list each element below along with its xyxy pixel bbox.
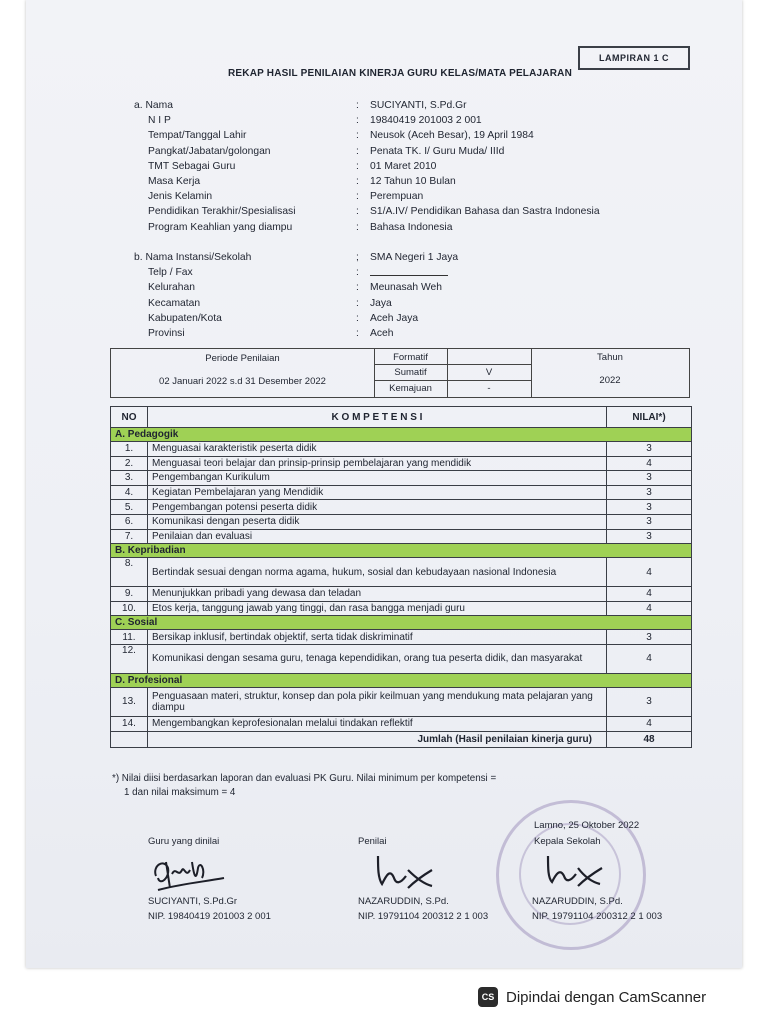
row-nilai: 3 — [607, 630, 692, 645]
row-text: Bertindak sesuai dengan norma agama, hukum, sosial dan kebudayaan nasional Indonesia — [148, 558, 607, 587]
info-label: TMT Sebagai Guru — [148, 160, 236, 172]
guru-signature — [150, 848, 230, 894]
row-text: Komunikasi dengan sesama guru, tenaga kependidikan, orang tua peserta didik, dan masyarakat — [148, 644, 607, 673]
row-nilai: 3 — [607, 500, 692, 515]
section-title: D. Profesional — [111, 673, 692, 687]
info-row: Pendidikan Terakhir/Spesialisasi : S1/A.IV/ Pendidikan Bahasa dan Sastra Indonesia — [134, 204, 694, 219]
info-label: Tempat/Tanggal Lahir — [148, 130, 247, 142]
section-title: A. Pedagogik — [111, 428, 692, 442]
row-nilai: 3 — [607, 442, 692, 457]
info-value: Aceh — [370, 327, 394, 339]
table-row — [111, 687, 692, 716]
row-nilai: 3 — [607, 514, 692, 529]
info-label: Provinsi — [148, 327, 185, 339]
guru-role: Guru yang dinilai — [148, 836, 220, 847]
periode-box — [110, 348, 690, 398]
table-row — [111, 529, 692, 544]
info-value: Meunasah Weh — [370, 282, 442, 294]
section-row — [111, 673, 692, 687]
table-row — [111, 485, 692, 500]
table-row — [111, 514, 692, 529]
section-a-identity — [134, 98, 694, 235]
kepala-nip: NIP. 19791104 200312 2 1 003 — [532, 911, 663, 922]
info-row: Masa Kerja : 12 Tahun 10 Bulan — [134, 174, 694, 189]
penilai-signature — [372, 848, 442, 890]
jumlah-row — [111, 731, 692, 747]
info-value: 01 Maret 2010 — [370, 160, 437, 172]
info-label: Pendidikan Terakhir/Spesialisasi — [148, 206, 296, 218]
row-nilai: 4 — [607, 716, 692, 731]
info-label: Kelurahan — [148, 282, 195, 294]
row-no: 6. — [111, 514, 148, 529]
info-value: Jaya — [370, 297, 392, 309]
info-value: 19840419 201003 2 001 — [370, 115, 482, 127]
info-value: SUCIYANTI, S.Pd.Gr — [370, 100, 467, 111]
place-date: Lamno, 25 Oktober 2022 — [534, 820, 640, 831]
info-value: Perempuan — [370, 191, 424, 203]
kepala-role: Kepala Sekolah — [534, 836, 601, 847]
table-row — [111, 471, 692, 486]
row-text: Mengembangkan keprofesionalan melalui tindakan reflektif — [148, 716, 607, 731]
info-label: Pangkat/Jabatan/golongan — [148, 145, 271, 157]
row-no: 14. — [111, 716, 148, 731]
section-row — [111, 544, 692, 558]
info-label: Kabupaten/Kota — [148, 312, 222, 324]
row-nilai: 3 — [607, 529, 692, 544]
lampiran-label: LAMPIRAN 1 C — [578, 46, 690, 70]
info-value: 12 Tahun 10 Bulan — [370, 175, 456, 187]
info-row: b. Nama Instansi/Sekolah ; SMA Negeri 1 Jaya — [134, 250, 694, 265]
info-value: Neusok (Aceh Besar), 19 April 1984 — [370, 130, 534, 142]
row-text: Penguasaan materi, struktur, konsep dan pola pikir keilmuan yang mendukung mata pelajaran yang diampu — [148, 687, 607, 716]
table-row — [111, 630, 692, 645]
guru-nip: NIP. 19840419 201003 2 001 — [148, 911, 271, 922]
row-no: 11. — [111, 630, 148, 645]
table-row — [111, 456, 692, 471]
footnote-line2: 1 dan nilai maksimum = 4 — [124, 787, 236, 798]
info-value: S1/A.IV/ Pendidikan Bahasa dan Sastra Indonesia — [370, 206, 600, 218]
row-nilai: 4 — [607, 558, 692, 587]
row-nilai: 3 — [607, 485, 692, 500]
header-nilai: NILAI*) — [607, 407, 692, 428]
row-text: Komunikasi dengan peserta didik — [148, 514, 607, 529]
info-label: N I P — [148, 115, 171, 127]
info-row: Kelurahan : Meunasah Weh — [134, 280, 694, 295]
info-label: Kecamatan — [148, 297, 201, 309]
penilai-nip: NIP. 19791104 200312 2 1 003 — [358, 911, 489, 922]
row-no: 10. — [111, 601, 148, 616]
camscanner-text: Dipindai dengan CamScanner — [506, 988, 707, 1006]
info-label: Jenis Kelamin — [148, 191, 213, 203]
row-text: Pengembangan Kurikulum — [148, 471, 607, 486]
penilai-role: Penilai — [358, 836, 387, 847]
section-prefix: a. — [134, 100, 143, 111]
tahun-value: 2022 — [599, 374, 621, 386]
info-value: SMA Negeri 1 Jaya — [370, 252, 459, 263]
table-header — [111, 407, 692, 428]
info-value: Penata TK. I/ Guru Muda/ IIId — [370, 145, 505, 157]
jumlah-value: 48 — [607, 731, 692, 747]
kemajuan-mark: - — [487, 383, 491, 394]
table-row — [111, 644, 692, 673]
info-row: Provinsi : Aceh — [134, 326, 694, 341]
row-text: Etos kerja, tanggung jawab yang tinggi, dan rasa bangga menjadi guru — [148, 601, 607, 616]
section-b-school — [134, 250, 694, 341]
info-row: Jenis Kelamin : Perempuan — [134, 189, 694, 204]
info-label: Nama — [145, 100, 173, 111]
info-value: Aceh Jaya — [370, 312, 419, 324]
info-row: TMT Sebagai Guru : 01 Maret 2010 — [134, 159, 694, 174]
row-nilai: 3 — [607, 687, 692, 716]
row-text: Bersikap inklusif, bertindak objektif, serta tidak diskriminatif — [148, 630, 607, 645]
row-no: 12. — [111, 644, 148, 673]
table-row — [111, 716, 692, 731]
row-no: 8. — [111, 558, 148, 587]
row-text: Menguasai karakteristik peserta didik — [148, 442, 607, 457]
header-kompetensi: K O M P E T E N S I — [148, 407, 607, 428]
header-no: NO — [111, 407, 148, 428]
section-prefix: b. — [134, 252, 143, 263]
sumatif-label: Sumatif — [394, 367, 427, 378]
guru-name: SUCIYANTI, S.Pd.Gr — [148, 896, 238, 907]
row-text: Menunjukkan pribadi yang dewasa dan teladan — [148, 587, 607, 602]
info-row: a. Nama : SUCIYANTI, S.Pd.Gr — [134, 98, 694, 113]
info-label: Nama Instansi/Sekolah — [145, 252, 252, 263]
row-nilai: 4 — [607, 644, 692, 673]
row-nilai: 3 — [607, 471, 692, 486]
row-no: 13. — [111, 687, 148, 716]
row-text: Menguasai teori belajar dan prinsip-prinsip pembelajaran yang mendidik — [148, 456, 607, 471]
kompetensi-table — [110, 406, 692, 748]
table-row — [111, 601, 692, 616]
footnote — [112, 772, 672, 800]
info-row: N I P : 19840419 201003 2 001 — [134, 113, 694, 128]
camscanner-badge — [478, 984, 706, 1010]
jumlah-label: Jumlah (Hasil penilaian kinerja guru) — [148, 731, 607, 747]
info-value: Bahasa Indonesia — [370, 221, 453, 233]
footnote-line1: *) Nilai diisi berdasarkan laporan dan evaluasi PK Guru. Nilai minimum per kompetensi = — [112, 773, 497, 784]
table-row — [111, 558, 692, 587]
penilai-name: NAZARUDDIN, S.Pd. — [358, 896, 449, 907]
camscanner-icon: CS — [478, 987, 498, 1007]
info-row: Program Keahlian yang diampu : Bahasa Indonesia — [134, 220, 694, 235]
table-row — [111, 442, 692, 457]
info-label: Masa Kerja — [148, 175, 201, 187]
periode-value: 02 Januari 2022 s.d 31 Desember 2022 — [159, 375, 326, 387]
section-row — [111, 428, 692, 442]
formatif-label: Formatif — [393, 351, 428, 363]
periode-label: Periode Penilaian — [205, 352, 280, 364]
row-no: 4. — [111, 485, 148, 500]
row-text: Penilaian dan evaluasi — [148, 529, 607, 544]
section-title: C. Sosial — [111, 616, 692, 630]
section-row — [111, 616, 692, 630]
kepala-signature — [544, 848, 614, 888]
document-title: REKAP HASIL PENILAIAN KINERJA GURU KELAS/MATA PELAJARAN — [228, 68, 572, 79]
section-title: B. Kepribadian — [111, 544, 692, 558]
row-no: 5. — [111, 500, 148, 515]
row-no: 2. — [111, 456, 148, 471]
row-text: Pengembangan potensi peserta didik — [148, 500, 607, 515]
table-row — [111, 500, 692, 515]
sumatif-mark: V — [485, 367, 493, 378]
row-no: 7. — [111, 529, 148, 544]
tahun-label: Tahun — [597, 351, 623, 363]
row-text: Kegiatan Pembelajaran yang Mendidik — [148, 485, 607, 500]
row-no: 3. — [111, 471, 148, 486]
info-label: Telp / Fax — [148, 267, 193, 279]
row-no: 1. — [111, 442, 148, 457]
info-row: Kabupaten/Kota : Aceh Jaya — [134, 311, 694, 326]
row-nilai: 4 — [607, 456, 692, 471]
blank-line — [370, 265, 448, 276]
info-row: Tempat/Tanggal Lahir : Neusok (Aceh Besar), 19 April 1984 — [134, 128, 694, 143]
info-label: Program Keahlian yang diampu — [148, 221, 293, 233]
info-row: Pangkat/Jabatan/golongan : Penata TK. I/ Guru Muda/ IIId — [134, 144, 694, 159]
kemajuan-label: Kemajuan — [389, 383, 432, 394]
info-row: Kecamatan : Jaya — [134, 296, 694, 311]
kepala-name: NAZARUDDIN, S.Pd. — [532, 896, 623, 907]
row-nilai: 4 — [607, 601, 692, 616]
row-nilai: 4 — [607, 587, 692, 602]
info-row: Telp / Fax : — [134, 265, 694, 280]
table-row — [111, 587, 692, 602]
row-no: 9. — [111, 587, 148, 602]
